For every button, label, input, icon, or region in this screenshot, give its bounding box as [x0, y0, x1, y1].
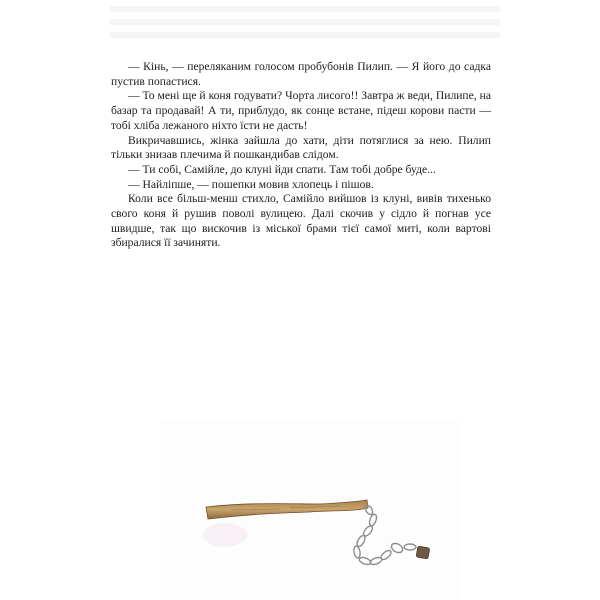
paragraph: Коли все більш-менш стихло, Самійло вийшов із клуні, вивів тихенько свого коня й рушив поволі вулицею. Далі скочив у сідло й погнав усе швидше, так що вискочив із міської брами тієї самої миті, коли вартові збиралися її зачиняти.	[111, 192, 491, 250]
paragraph: — Найліпше, — пошепки мовив хлопець і пішов.	[128, 177, 374, 191]
bleed-through-text	[110, 6, 500, 40]
paragraph: — Кінь, — переляканим голосом пробубонів Пилип. — Я його до садка пустив попастися.	[111, 60, 491, 88]
stick-chain-icon	[160, 420, 460, 600]
flail-illustration	[160, 420, 460, 600]
paragraph: — Ти собі, Самійле, до клуні йди спати. Там тобі добре буде...	[128, 162, 436, 176]
paragraph: Викричавшись, жінка зайшла до хати, діти потяглися за нею. Пилип тільки знизав плечима й пошкандибав слідом.	[111, 133, 491, 162]
paragraph: — То мені ще й коня годувати? Чорта лисого!! Завтра ж веди, Пилипе, на базар та продавай! А ти, приблудо, як сонце встане, підеш корови пасти — тобі хліба лежаного ніхто їсти не дасть!	[111, 89, 491, 132]
story-text	[111, 60, 491, 251]
